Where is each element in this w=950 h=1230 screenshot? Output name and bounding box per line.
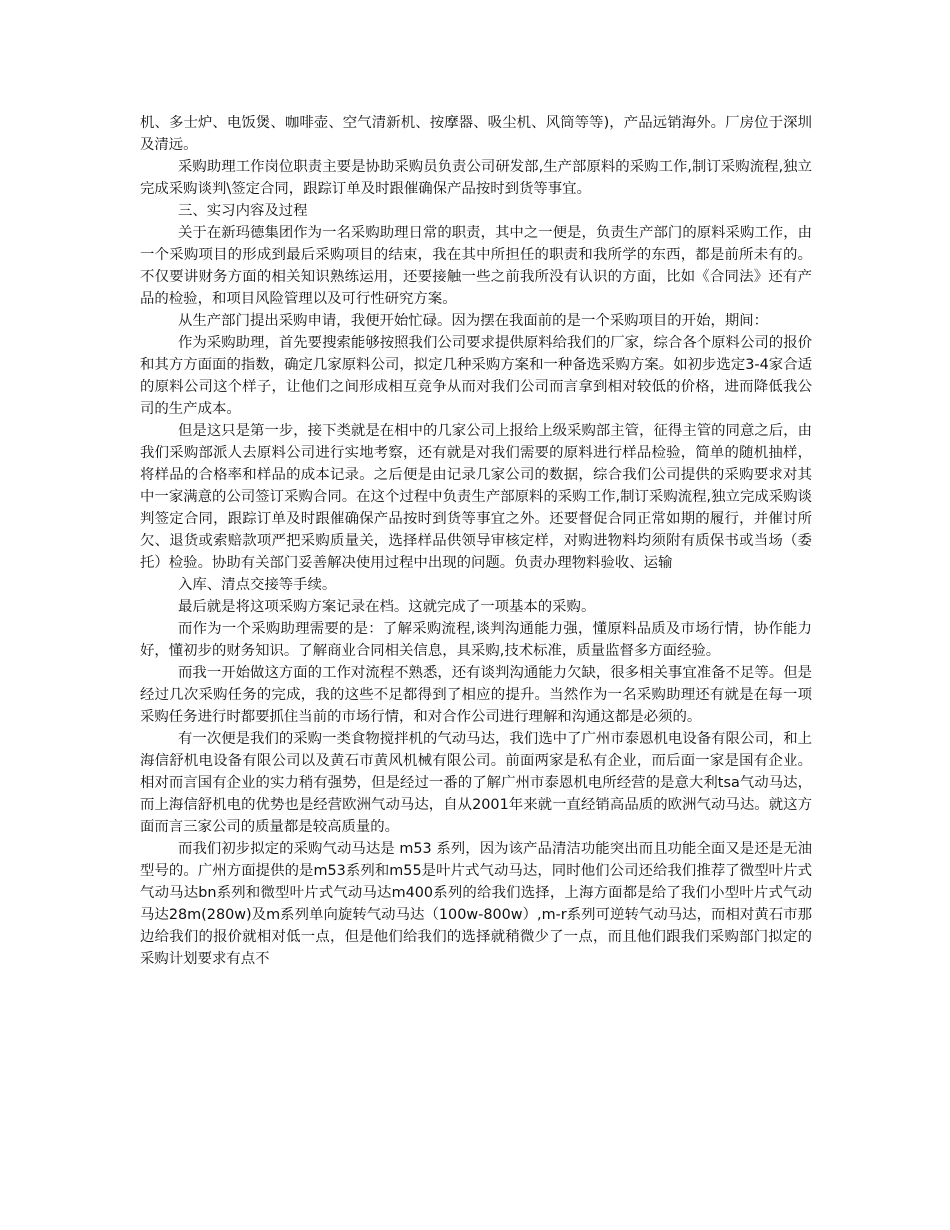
paragraph-2: 采购助理工作岗位职责主要是协助采购员负责公司研发部,生产部原料的采购工作,制订采购流程,独立完成采购谈判\签定合同，跟踪订单及时跟催确保产品按时到货等事宜。 — [140, 159, 812, 197]
paragraph-11: 有一次便是我们的采购一类食物搅拌机的气动马达，我们选中了广州市泰恩机电设备有限公司，和上海信舒机电设备有限公司以及黄石市黄风机械有限公司。前面两家是私有企业，而后面一家是国有企业。相对而言国有企业的实力稍有强势，但是经过一番的了解广州市泰恩机电所经营的是意大利tsa气动马达，而上海信舒机电的优势也是经营欧洲气动马达，自从2001年来就一直经销高品质的欧洲气动马达。就这方面而言三家公司的质量都是较高质量的。 — [140, 731, 812, 835]
paragraph-1: 机、多士炉、电饭煲、咖啡壶、空气清新机、按摩器、吸尘机、风筒等等)，产品远销海外。厂房位于深圳及清远。 — [140, 115, 812, 153]
paragraph-5: 作为采购助理，首先要搜索能够按照我们公司要求提供原料给我们的厂家，综合各个原料公司的报价和其方方面面的指数，确定几家原料公司，拟定几种采购方案和一种备选采购方案。如初步选定3-4家合适的原料公司这个样子，让他们之间形成相互竞争从而对我们公司而言拿到相对较低的价格，进而降低我公司的生产成本。 — [140, 335, 812, 417]
section-heading: 三、实习内容及过程 — [178, 203, 308, 219]
paragraph-9: 而作为一个采购助理需要的是：了解采购流程,谈判沟通能力强，懂原料品质及市场行情，协作能力好，懂初步的财务知识。了解商业合同相关信息，具采购,技术标准，质量监督多方面经验。 — [140, 621, 812, 659]
paragraph-3: 关于在新玛德集团作为一名采购助理日常的职责，其中之一便是，负责生产部门的原料采购工作，由一个采购项目的形成到最后采购项目的结束，我在其中所担任的职责和我所学的东西，都是前所未有的。不仅要讲财务方面的相关知识熟练运用，还要接触一些之前我所没有认识的方面，比如《合同法》还有产品的检验，和项目风险管理以及可行性研究方案。 — [140, 225, 812, 307]
paragraph-12: 而我们初步拟定的采购气动马达是 m53 系列，因为该产品清洁功能突出而且功能全面又是还是无油型号的。广州方面提供的是m53系列和m55是叶片式气动马达，同时他们公司还给我们推荐了微型叶片式气动马达bn系列和微型叶片式气动马达m400系列的给我们选择，上海方面都是给了我们小型叶片式气动马达28m(280w)及m系列单向旋转气动马达（100w-800w）,m-r系列可逆转气动马达，而相对黄石市那边给我们的报价就相对低一点，但是他们给我们的选择就稍微少了一点，而且他们跟我们采购部门拟定的采购计划要求有点不 — [140, 841, 812, 967]
paragraph-8: 最后就是将这项采购方案记录在档。这就完成了一项基本的采购。 — [178, 599, 596, 615]
paragraph-6: 但是这只是第一步，接下类就是在相中的几家公司上报给上级采购部主管，征得主管的同意之后，由我们采购部派人去原料公司进行实地考察，还有就是对我们需要的原料进行样品检验，简单的随机抽样，将样品的合格率和样品的成本记录。之后便是由记录几家公司的数据，综合我们公司提供的采购要求对其中一家满意的公司签订采购合同。在这个过程中负责生产部原料的采购工作,制订采购流程,独立完成采购谈判签定合同，跟踪订单及时跟催确保产品按时到货等事宜之外。还要督促合同正常如期的履行，并催讨所欠、退货或索赔款项严把采购质量关，选择样品供领导审核定样，对购进物料均须附有质保书或当场（委托）检验。协助有关部门妥善解决使用过程中出现的问题。负责办理物料验收、运输 — [140, 423, 812, 571]
paragraph-10: 而我一开始做这方面的工作对流程不熟悉，还有谈判沟通能力欠缺，很多相关事宜准备不足等。但是经过几次采购任务的完成，我的这些不足都得到了相应的提升。当然作为一名采购助理还有就是在每一项采购任务进行时都要抓住当前的市场行情，和对合作公司进行理解和沟通这都是必须的。 — [140, 665, 812, 725]
paragraph-7: 入库、清点交接等手续。 — [178, 577, 337, 593]
paragraph-4: 从生产部门提出采购申请，我便开始忙碌。因为摆在我面前的是一个采购项目的开始，期间： — [178, 313, 769, 329]
document-page — [140, 112, 812, 970]
